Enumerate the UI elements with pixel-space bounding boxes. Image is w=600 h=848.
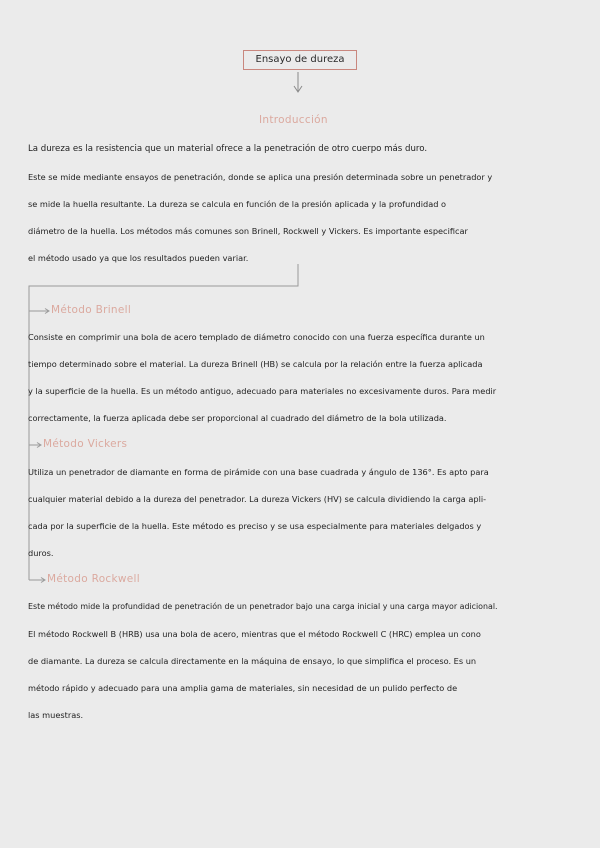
intro-line: se mide la huella resultante. La dureza se calcula en función de la presión aplicada y la profundidad o	[28, 199, 447, 209]
rockwell-line: de diamante. La dureza se calcula directamente en la máquina de ensayo, lo que simplifica el proceso. Es un	[28, 656, 477, 666]
rockwell-line: método rápido y adecuado para una amplia gama de materiales, sin necesidad de un pulido perfecto de	[28, 683, 458, 693]
brinell-heading: Método Brinell	[51, 304, 132, 316]
branch-arrow-icon	[29, 309, 49, 314]
brinell-line: correctamente, la fuerza aplicada debe ser proporcional al cuadrado del diámetro de la bola utilizada.	[28, 413, 447, 423]
document-title: Ensayo de dureza	[243, 50, 357, 70]
brinell-line: tiempo determinado sobre el material. La dureza Brinell (HB) se calcula por la relación entre la fuerza aplicada	[28, 359, 483, 369]
branch-arrow-icon	[29, 578, 45, 583]
intro-line: Este se mide mediante ensayos de penetración, donde se aplica una presión determinada sobre un penetrador y	[28, 172, 493, 182]
vickers-line: duros.	[28, 548, 54, 558]
intro-line: diámetro de la huella. Los métodos más comunes son Brinell, Rockwell y Vickers. Es importante especificar	[28, 226, 468, 236]
rockwell-line: Este método mide la profundidad de penetración de un penetrador bajo una carga inicial y una carga mayor adicional.	[28, 602, 498, 611]
intro-line: La dureza es la resistencia que un material ofrece a la penetración de otro cuerpo más duro.	[28, 144, 428, 154]
vickers-line: cualquier material debido a la dureza del penetrador. La dureza Vickers (HV) se calcula dividiendo la carga apli-	[28, 494, 487, 504]
rockwell-line: las muestras.	[28, 710, 84, 720]
brinell-line: Consiste en comprimir una bola de acero templado de diámetro conocido con una fuerza específica durante un	[28, 332, 485, 342]
rockwell-heading: Método Rockwell	[47, 573, 140, 585]
down-arrow-icon	[292, 72, 304, 94]
intro-line: el método usado ya que los resultados pueden variar.	[28, 253, 249, 263]
branch-arrow-icon	[29, 443, 41, 448]
vickers-heading: Método Vickers	[43, 438, 128, 450]
brinell-line: y la superficie de la huella. Es un método antiguo, adecuado para materiales no excesivamente duros. Para medir	[28, 386, 497, 396]
rockwell-line: El método Rockwell B (HRB) usa una bola de acero, mientras que el método Rockwell C (HRC) emplea un cono	[28, 629, 481, 639]
vickers-line: Utiliza un penetrador de diamante en forma de pirámide con una base cuadrada y ángulo de 136°. Es apto para	[28, 467, 489, 477]
vickers-line: cada por la superficie de la huella. Este método es preciso y se usa especialmente para materiales delgados y	[28, 521, 482, 531]
intro-heading: Introducción	[259, 114, 328, 126]
